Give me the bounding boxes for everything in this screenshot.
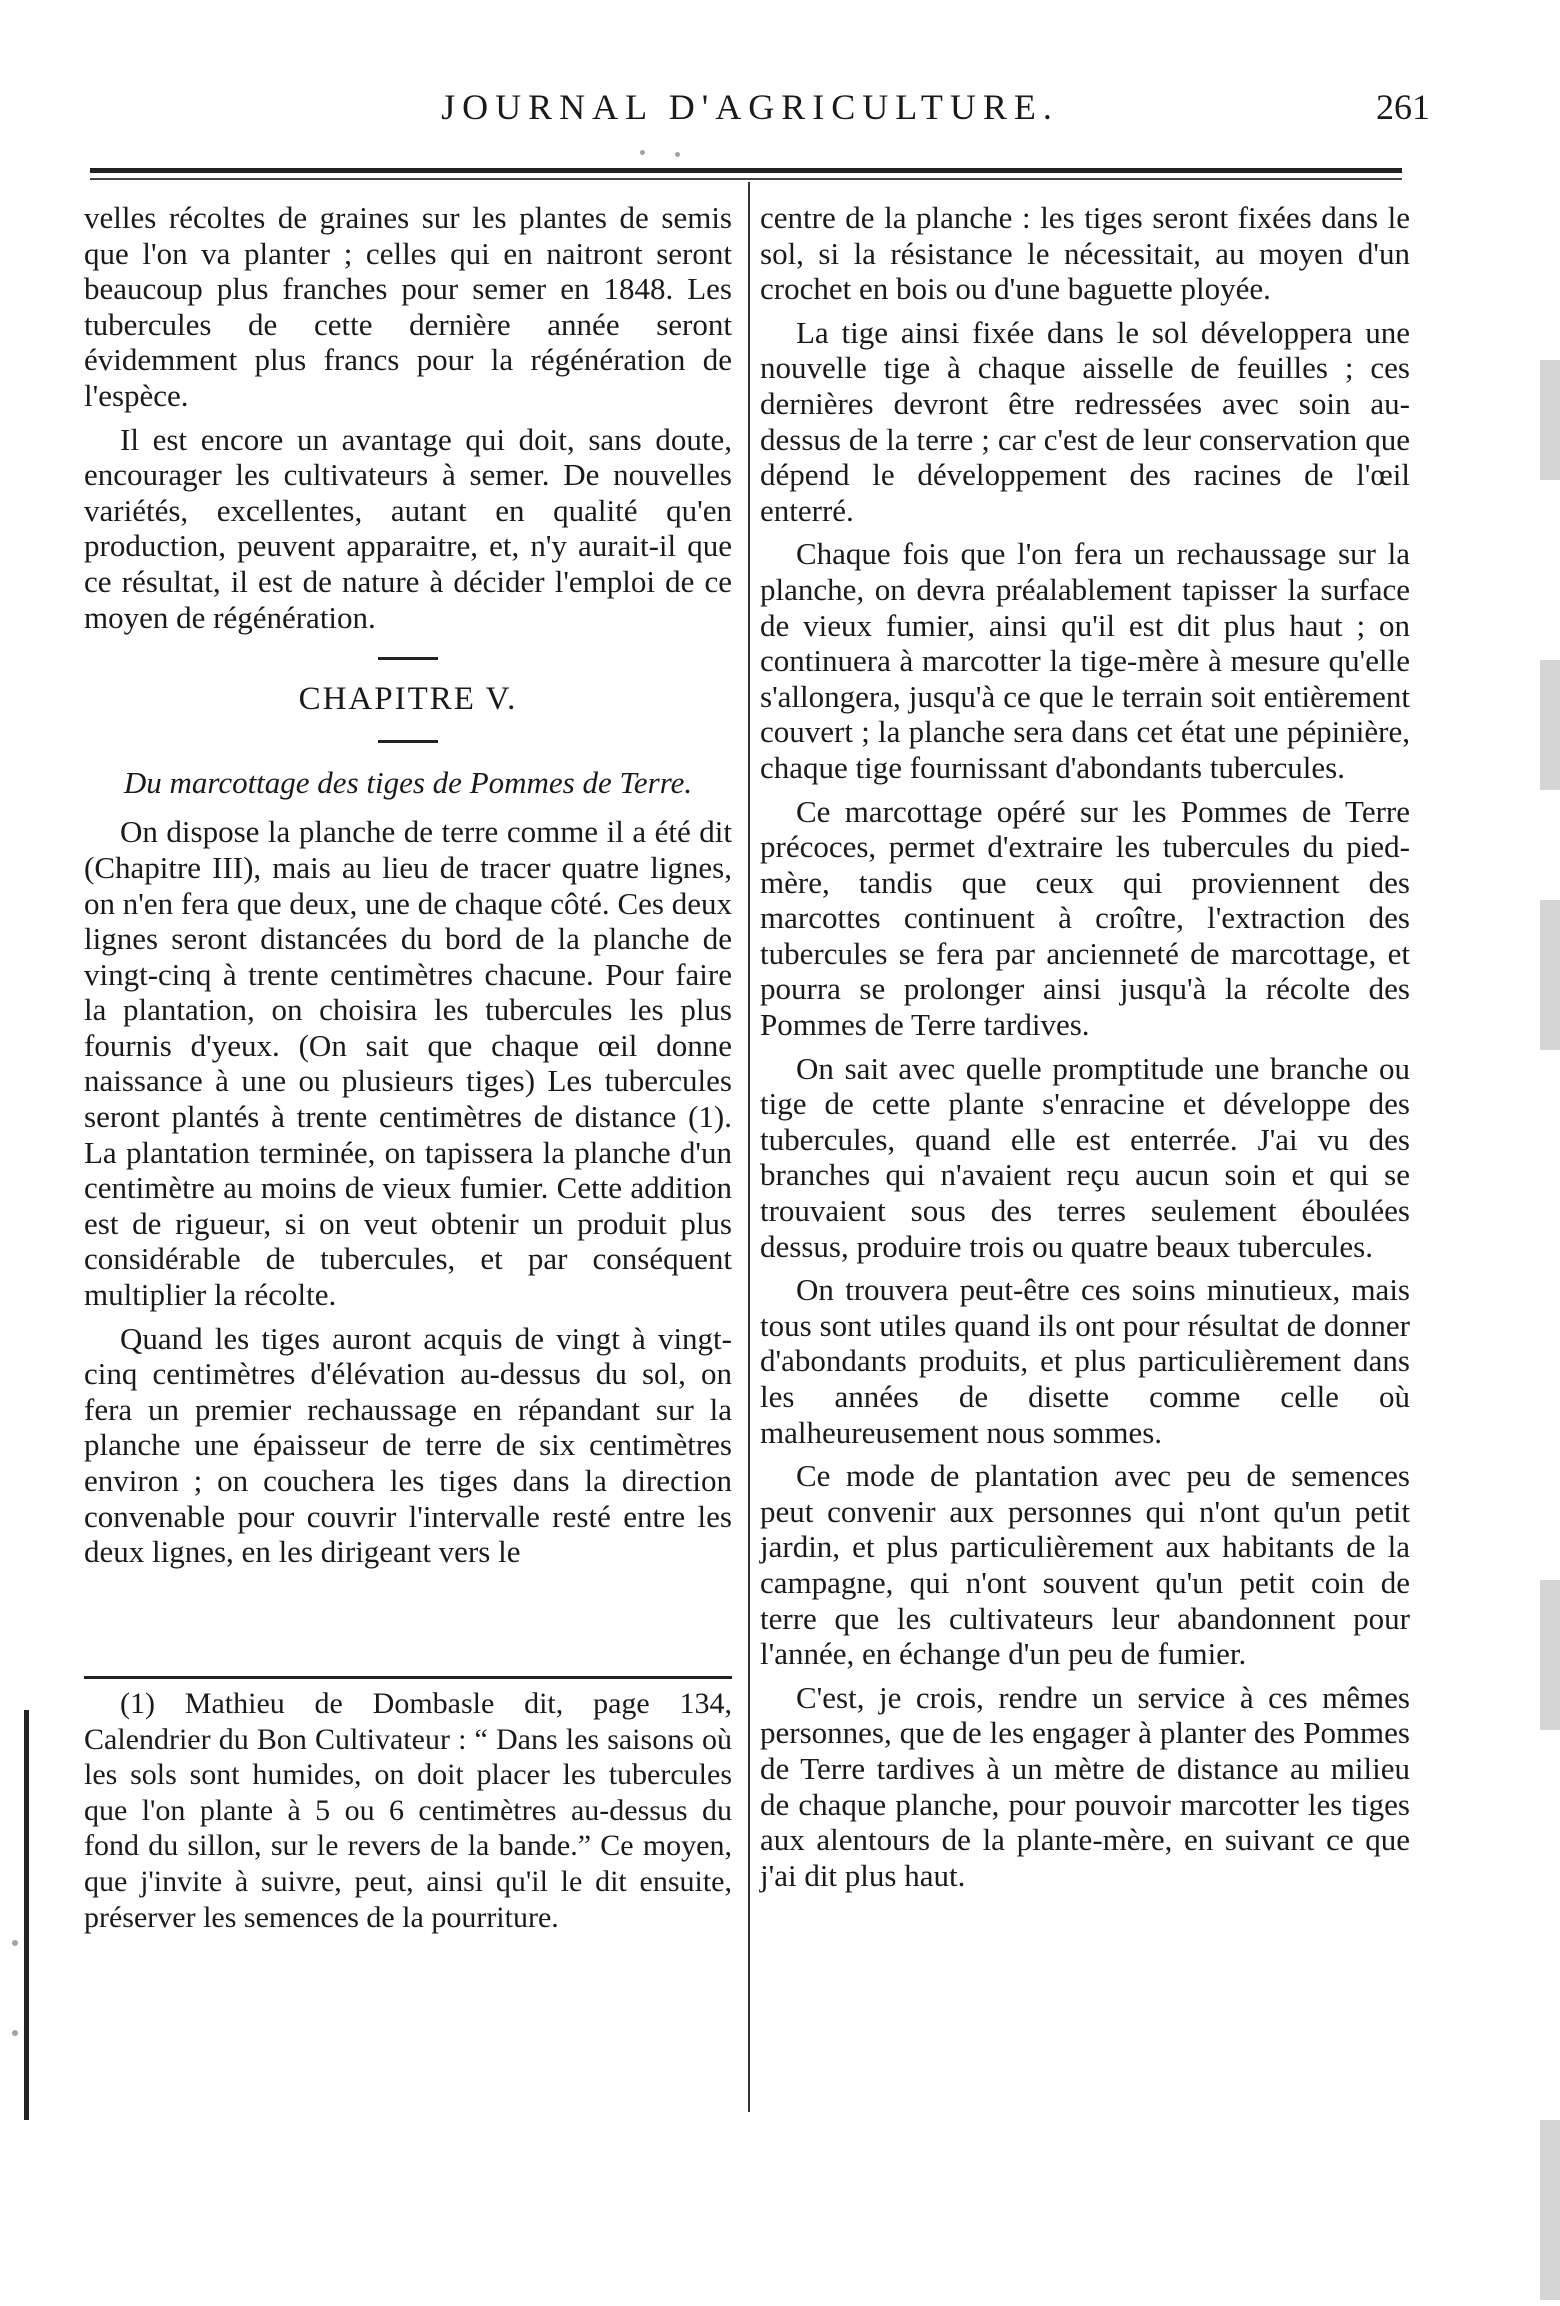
left-column (84, 200, 732, 1578)
right-column (760, 200, 1410, 1901)
paragraph: Il est encore un avantage qui doit, sans doute, encourager les cultivateurs à semer. De nouvelles variétés, excellentes, autant en qualité qu'en production, peuvent apparaitre, et, n'y aurait-il que ce résultat, il est de nature à décider l'emploi de ce moyen de régénération. (84, 421, 732, 635)
chapter-subtitle: Du marcottage des tiges de Pommes de Terre. (123, 764, 693, 800)
paragraph: Quand les tiges auront acquis de vingt à vingt-cinq centimètres d'élévation au-dessus du sol, on fera un premier rechaussage en répandant sur la planche une épaisseur de terre de six centimètres environ ; on couchera les tiges dans la direction convenable pour couvrir l'intervalle resté entre les deux lignes, en les dirigeant vers le (84, 1320, 732, 1570)
scan-edge-mark (1540, 360, 1560, 480)
margin-bar (24, 1710, 29, 2120)
footnote-rule (84, 1676, 732, 1679)
scan-edge-mark (1540, 1580, 1560, 1730)
section-dash (378, 657, 438, 660)
paragraph: La tige ainsi fixée dans le sol développera une nouvelle tige à chaque aisselle de feuilles ; ces dernières devront être redressées avec soin au-dessus de la terre ; car c'est de leur conservation que dépend le développement des racines de l'œil enterré. (760, 314, 1410, 528)
scan-edge-mark (1540, 2120, 1560, 2300)
scan-speck (675, 152, 680, 157)
running-head (0, 86, 1560, 146)
footnote (84, 1686, 732, 1935)
paragraph: Ce marcottage opéré sur les Pommes de Terre précoces, permet d'extraire les tubercules du pied-mère, tandis que ceux qui proviennent des marcottes continuent à croître, l'extraction des tubercules se fera par ancienneté de marcottage, et pourra se prolonger ainsi jusqu'à la récolte des Pommes de Terre tardives. (760, 793, 1410, 1043)
paragraph: On trouvera peut-être ces soins minutieux, mais tous sont utiles quand ils ont pour résultat de donner d'abondants produits, et plus particulièrement dans les années de disette comme celle où malheureusement nous sommes. (760, 1272, 1410, 1450)
journal-title: JOURNAL D'AGRICULTURE. (441, 87, 1059, 127)
paragraph: C'est, je crois, rendre un service à ces mêmes personnes, que de les engager à planter des Pommes de Terre tardives à un mètre de distance au milieu de chaque planche, pour pouvoir marcotter les tiges aux alentours de la plante-mère, en suivant ce que j'ai dit plus haut. (760, 1679, 1410, 1893)
paragraph: centre de la planche : les tiges seront fixées dans le sol, si la résistance le nécessitait, au moyen d'un crochet en bois ou d'une baguette ployée. (760, 200, 1410, 307)
section-dash (378, 740, 438, 743)
paragraph: velles récoltes de graines sur les plantes de semis que l'on va planter ; celles qui en naitront seront beaucoup plus franches pour semer en 1848. Les tubercules de cette dernière année seront évidemment plus francs pour la régénération de l'espèce. (84, 200, 732, 413)
page-number: 261 (1376, 87, 1430, 127)
header-rule-thin (90, 178, 1402, 180)
scan-speck (12, 2030, 18, 2036)
paragraph: Ce mode de plantation avec peu de semences peut convenir aux personnes qui n'ont qu'un petit jardin, et plus particulièrement aux habitants de la campagne, qui n'ont souvent qu'un petit coin de terre que les cultivateurs leur abandonnent pour l'année, en échange d'un peu de fumier. (760, 1458, 1410, 1672)
scan-edge-mark (1540, 660, 1560, 790)
scan-edge-mark (1540, 900, 1560, 1050)
scan-speck (640, 150, 645, 155)
paragraph: On dispose la planche de terre comme il a été dit (Chapitre III), mais au lieu de tracer quatre lignes, on n'en fera que deux, une de chaque côté. Ces deux lignes seront distancées du bord de la planche de vingt-cinq à trente centimètres chacune. Pour faire la plantation, on choisira les tubercules les plus fournis d'yeux. (On sait que chaque œil donne naissance à une ou plusieurs tiges) Les tubercules seront plantés à trente centimètres de distance (1). La plantation terminée, on tapissera la planche d'un centimètre au moins de vieux fumier. Cette addition est de rigueur, si on veut obtenir un produit plus considérable de tubercules, et par conséquent multiplier la récolte. (84, 814, 732, 1313)
paragraph: On sait avec quelle promptitude une branche ou tige de cette plante s'enracine et développe des tubercules, quand elle est enterrée. J'ai vu des branches qui n'avaient reçu aucun soin et qui se trouvaient sous des terres seulement éboulées dessus, produire trois ou quatre beaux tubercules. (760, 1050, 1410, 1264)
chapter-heading: CHAPITRE V. (298, 681, 518, 718)
footnote-text: (1) Mathieu de Dombasle dit, page 134, Calendrier du Bon Cultivateur : “ Dans les saisons où les sols sont humides, on doit placer les tubercules que l'on plante à 5 ou 6 centimètres au-dessus du fond du sillon, sur le revers de la bande.” Ce moyen, que j'invite à suivre, peut, ainsi qu'il le dit ensuite, préserver les semences de la pourriture. (84, 1687, 732, 1934)
header-rule-thick (90, 168, 1402, 173)
column-divider (748, 182, 750, 2112)
paragraph: Chaque fois que l'on fera un rechaussage sur la planche, on devra préalablement tapisser la surface de vieux fumier, ainsi qu'il est dit plus haut ; on continuera à marcotter la tige-mère à mesure qu'elle s'allongera, jusqu'à ce que le terrain soit entièrement couvert ; la planche sera dans cet état une pépinière, chaque tige fournissant d'abondants tubercules. (760, 536, 1410, 785)
scan-speck (12, 1940, 18, 1946)
